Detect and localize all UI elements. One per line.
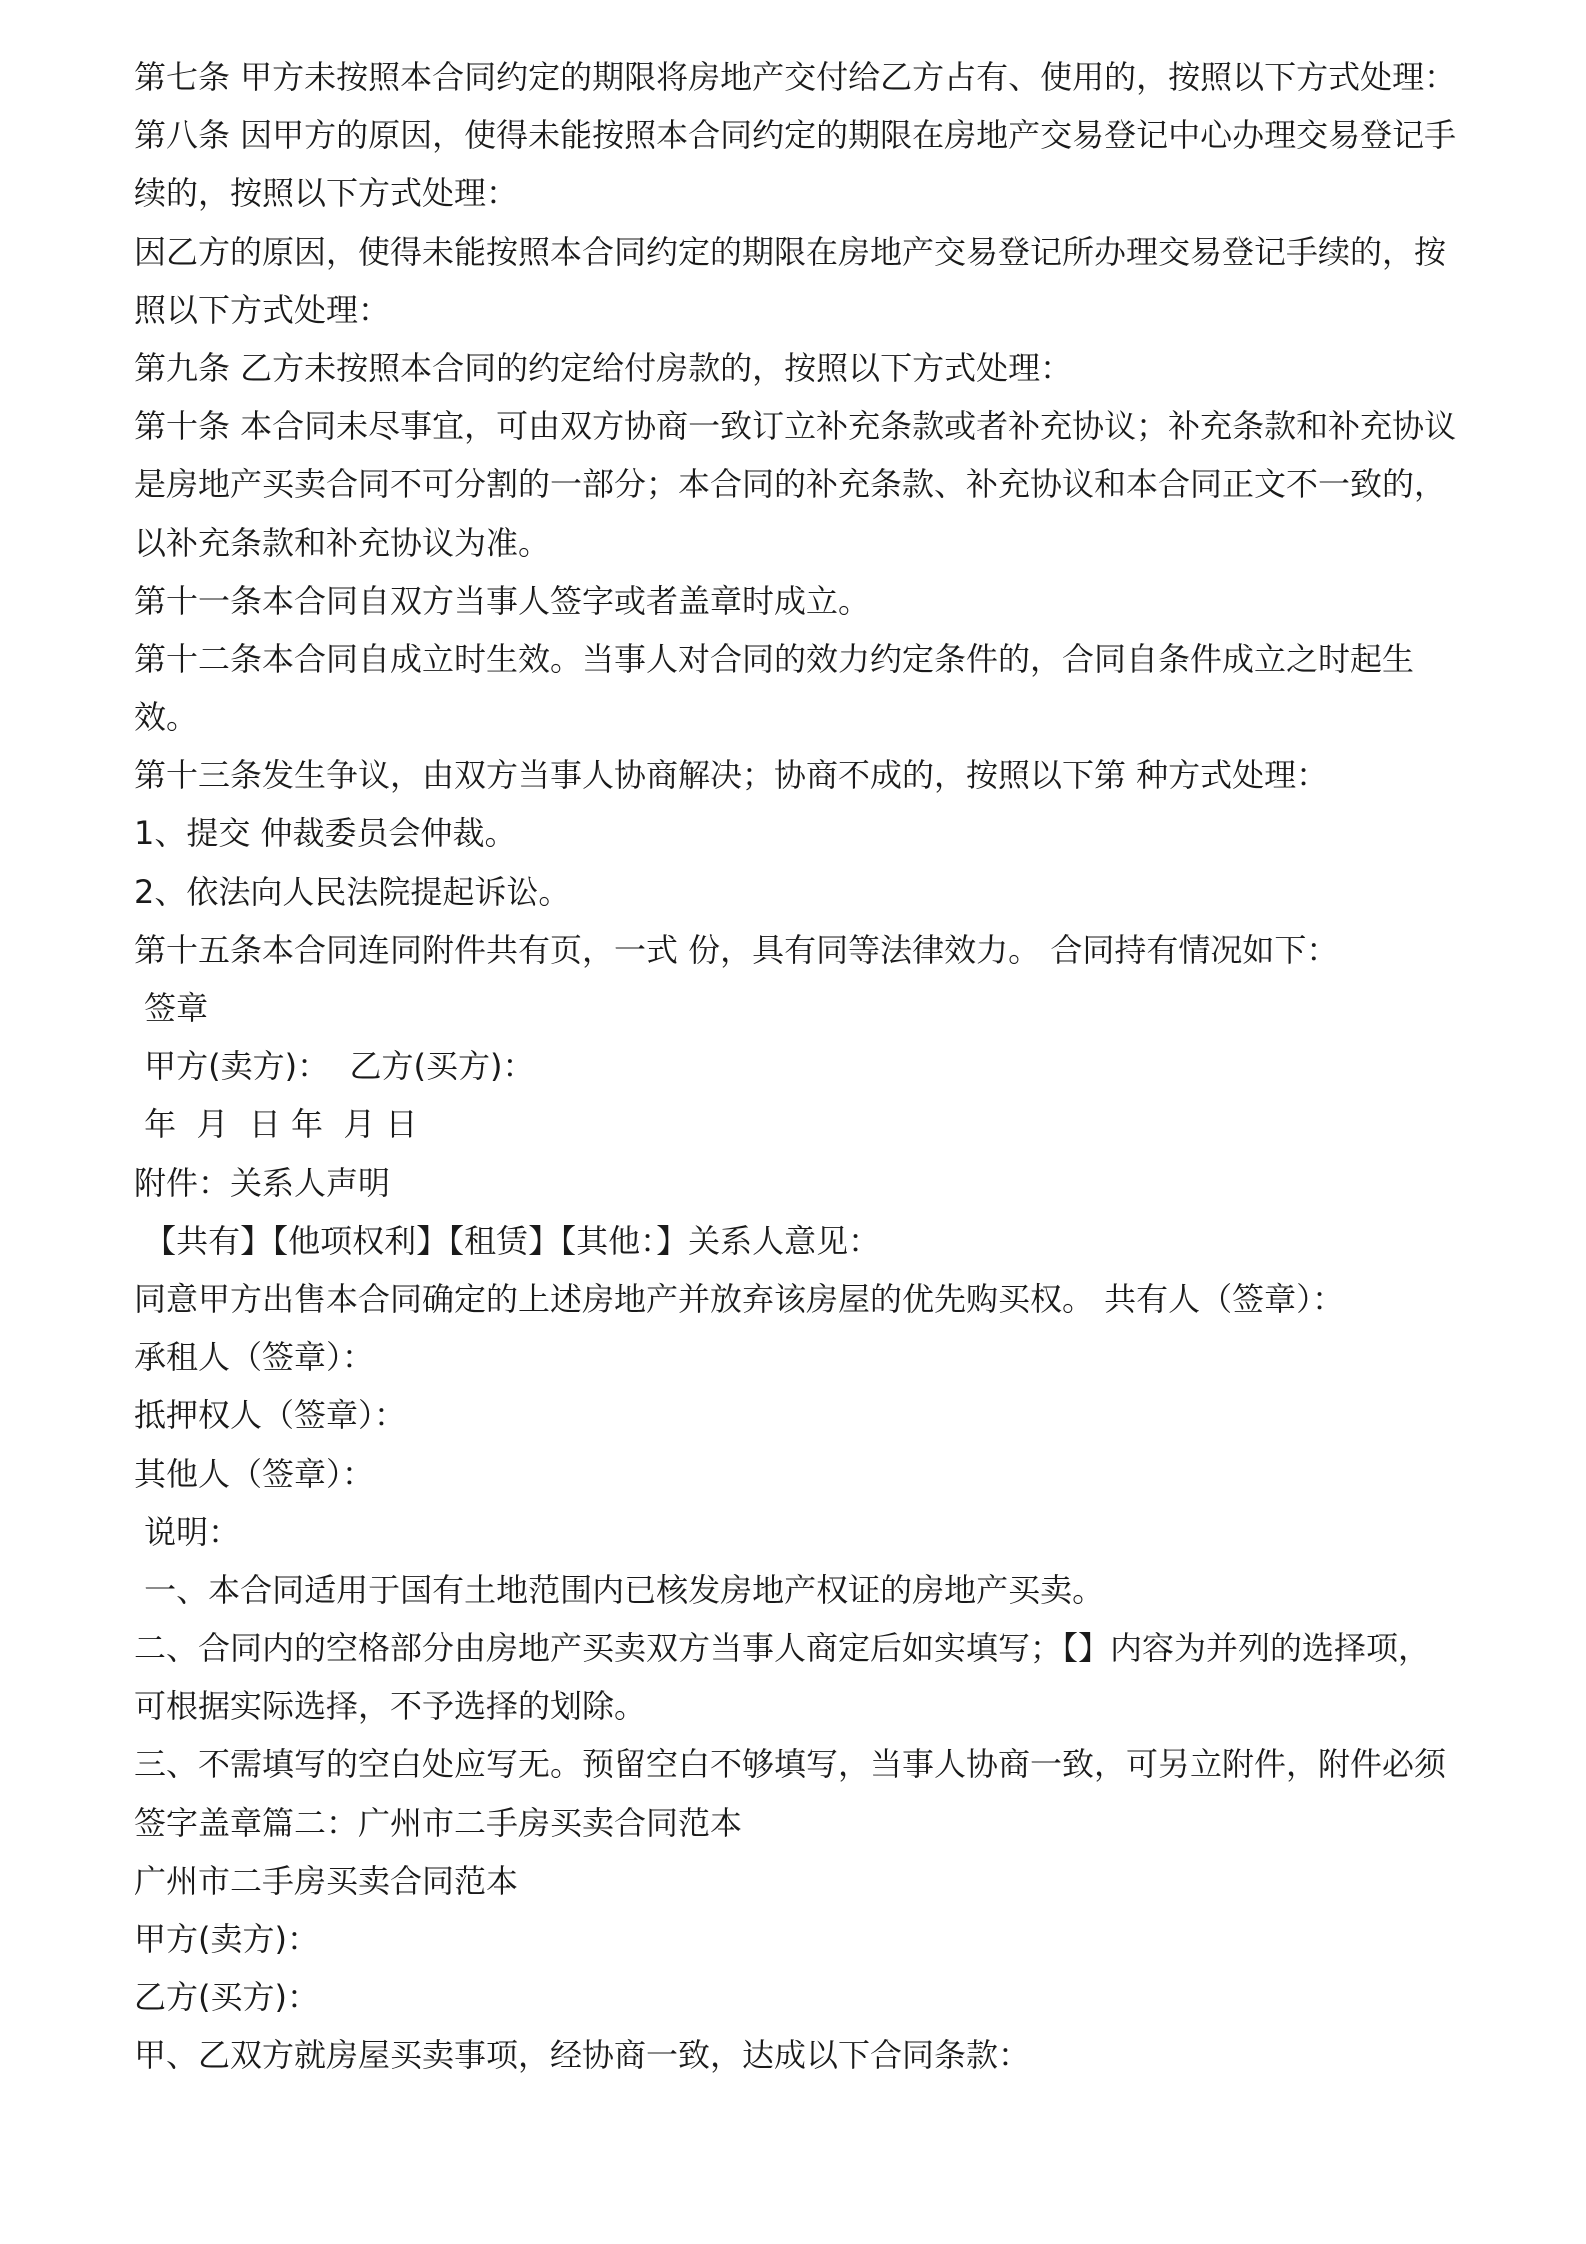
clause-13-line: 第十三条发生争议，由双方当事人协商解决；协商不成的，按照以下第 种方式处理： bbox=[134, 756, 1329, 795]
second-contract-title: 广州市二手房买卖合同范本 bbox=[134, 1861, 519, 1900]
other-signature: 其他人（签章）： bbox=[134, 1454, 375, 1493]
clause-15-line: 第十五条本合同连同附件共有页，一式 份，具有同等法律效力。 合同持有情况如下： bbox=[134, 930, 1339, 969]
consent-line: 同意甲方出售本合同确定的上述房地产并放弃该房屋的优先购买权。 共有人（签章）： bbox=[134, 1279, 1345, 1318]
lessee-signature: 承租人（签章）： bbox=[134, 1338, 375, 1377]
note-3-line-1: 三、不需填写的空白处应写无。预留空白不够填写，当事人协商一致，可另立附件，附件必须 bbox=[134, 1745, 1447, 1784]
note-2-line-1: 二、合同内的空格部分由房地产买卖双方当事人商定后如实填写；【】内容为并列的选择项， bbox=[134, 1629, 1431, 1668]
related-party-options: 【共有】【他项权利】【租赁】【其他：】关系人意见： bbox=[134, 1221, 881, 1260]
signature-heading: 签章 bbox=[134, 989, 209, 1027]
seller-label: 甲方(卖方)： bbox=[134, 1920, 319, 1958]
mortgagee-signature: 抵押权人（签章）： bbox=[134, 1396, 407, 1435]
buyer-label: 乙方(买方)： bbox=[134, 1978, 319, 2017]
clause-10-line-1: 第十条 本合同未尽事宜，可由双方协商一致订立补充条款或者补充协议；补充条款和补充协议 bbox=[134, 407, 1457, 446]
signature-dates: 年 月 日 年 月 日 bbox=[134, 1105, 418, 1144]
note-2-line-2: 可根据实际选择，不予选择的划除。 bbox=[134, 1687, 647, 1726]
agreement-intro: 甲、乙双方就房屋买卖事项，经协商一致，达成以下合同条款： bbox=[134, 2036, 1031, 2075]
clause-13-option-2: 2、依法向人民法院提起诉讼。 bbox=[134, 872, 571, 911]
attachment-title: 附件：关系人声明 bbox=[134, 1163, 391, 1202]
clause-12-line-1: 第十二条本合同自成立时生效。当事人对合同的效力约定条件的，合同自条件成立之时起生 bbox=[134, 639, 1415, 678]
clause-8-buyer-line-2: 照以下方式处理： bbox=[134, 290, 391, 329]
note-1: 一、本合同适用于国有土地范围内已核发房地产权证的房地产买卖。 bbox=[134, 1570, 1105, 1609]
clause-12-line-2: 效。 bbox=[134, 698, 199, 737]
clause-8-buyer-line-1: 因乙方的原因，使得未能按照本合同约定的期限在房地产交易登记所办理交易登记手续的，按 bbox=[134, 232, 1447, 271]
clause-10-line-3: 以补充条款和补充协议为准。 bbox=[134, 523, 551, 562]
clause-8-line-1: 第八条 因甲方的原因，使得未能按照本合同约定的期限在房地产交易登记中心办理交易登记手 bbox=[134, 116, 1457, 155]
clause-13-option-1: 1、提交 仲裁委员会仲裁。 bbox=[134, 814, 517, 853]
clause-8-line-2: 续的，按照以下方式处理： bbox=[134, 174, 519, 213]
note-3-line-2: 签字盖章篇二：广州市二手房买卖合同范本 bbox=[134, 1803, 743, 1842]
signature-parties: 甲方(卖方)： 乙方(买方)： bbox=[134, 1047, 535, 1086]
notes-heading: 说明： bbox=[134, 1512, 241, 1551]
clause-9-line: 第九条 乙方未按照本合同的约定给付房款的，按照以下方式处理： bbox=[134, 348, 1073, 387]
document-body bbox=[134, 48, 1464, 2085]
clause-11-line: 第十一条本合同自双方当事人签字或者盖章时成立。 bbox=[134, 581, 871, 620]
clause-10-line-2: 是房地产买卖合同不可分割的一部分；本合同的补充条款、补充协议和本合同正文不一致的， bbox=[134, 465, 1447, 504]
clause-7-line: 第七条 甲方未按照本合同约定的期限将房地产交付给乙方占有、使用的，按照以下方式处理： bbox=[134, 58, 1457, 96]
